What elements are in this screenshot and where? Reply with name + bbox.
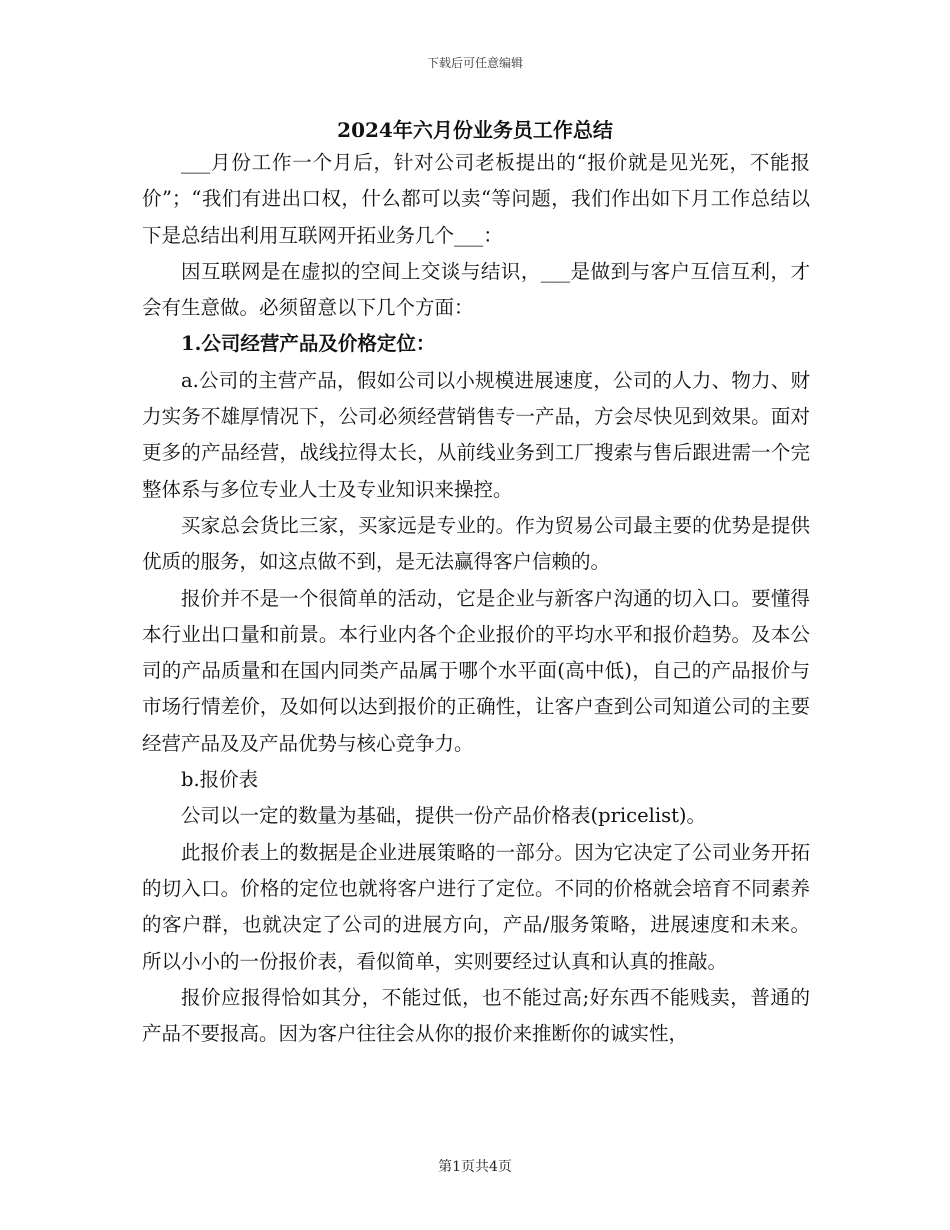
paragraph-quotation: 报价并不是一个很简单的活动，它是企业与新客户沟通的切入口。要懂得本行业出口量和前景。本行业内各个企业报价的平均水平和报价趋势。及本公司的产品质量和在国内同类产品属于哪个水平面(高中低)，自己的产品报价与市场行情差价，及如何以达到报价的正确性，让客户查到公司知道公司的主要经营产品及及产品优势与核心竞争力。	[142, 586, 810, 755]
paragraph-price-list-intro: 公司以一定的数量为基础，提供一份产品价格表(pricelist)。	[181, 804, 707, 828]
paragraph-buyers: 买家总会货比三家，买家远是专业的。作为贸易公司最主要的优势是提供优质的服务，如这点做不到，是无法赢得客户信赖的。	[142, 513, 810, 574]
document-body	[142, 145, 810, 1052]
paragraph-main-product: a.公司的主营产品，假如公司以小规模进展速度，公司的人力、物力、财力实务不雄厚情况下，公司必须经营销售专一产品，方会尽快见到效果。面对更多的产品经营，战线拉得太长，从前线业务到工厂搜索与售后跟进需一个完整体系与多位专业人士及专业知识来操控。	[142, 368, 810, 501]
document-title: 2024年六月份业务员工作总结	[337, 118, 613, 142]
subheading-price-list: b.报价表	[181, 768, 259, 792]
paragraph-price-list-strategy: 此报价表上的数据是企业进展策略的一部分。因为它决定了公司业务开拓的切入口。价格的定位也就将客户进行了定位。不同的价格就会培育不同素养的客户群，也就决定了公司的进展方向，产品/服务策略，进展速度和未来。所以小小的一份报价表，看似简单，实则要经过认真和认真的推敲。	[142, 840, 810, 973]
section-heading-product-pricing: 1.公司经营产品及价格定位：	[181, 332, 436, 356]
header-note: 下载后可任意编辑	[426, 56, 523, 70]
paragraph-intro: ___月份工作一个月后，针对公司老板提出的“报价就是见光死，不能报价”；“我们有进出口权，什么都可以卖“等问题，我们作出如下月工作总结以下是总结出利用互联网开拓业务几个___：	[142, 151, 810, 247]
paragraph-price-level: 报价应报得恰如其分，不能过低，也不能过高;好东西不能贱卖，普通的产品不要报高。因为客户往往会从你的报价来推断你的诚实性，	[142, 985, 810, 1046]
paragraph-internet: 因互联网是在虚拟的空间上交谈与结识，___是做到与客户互信互利，才会有生意做。必须留意以下几个方面：	[142, 259, 810, 320]
page-number: 第1页共4页	[438, 1159, 512, 1175]
